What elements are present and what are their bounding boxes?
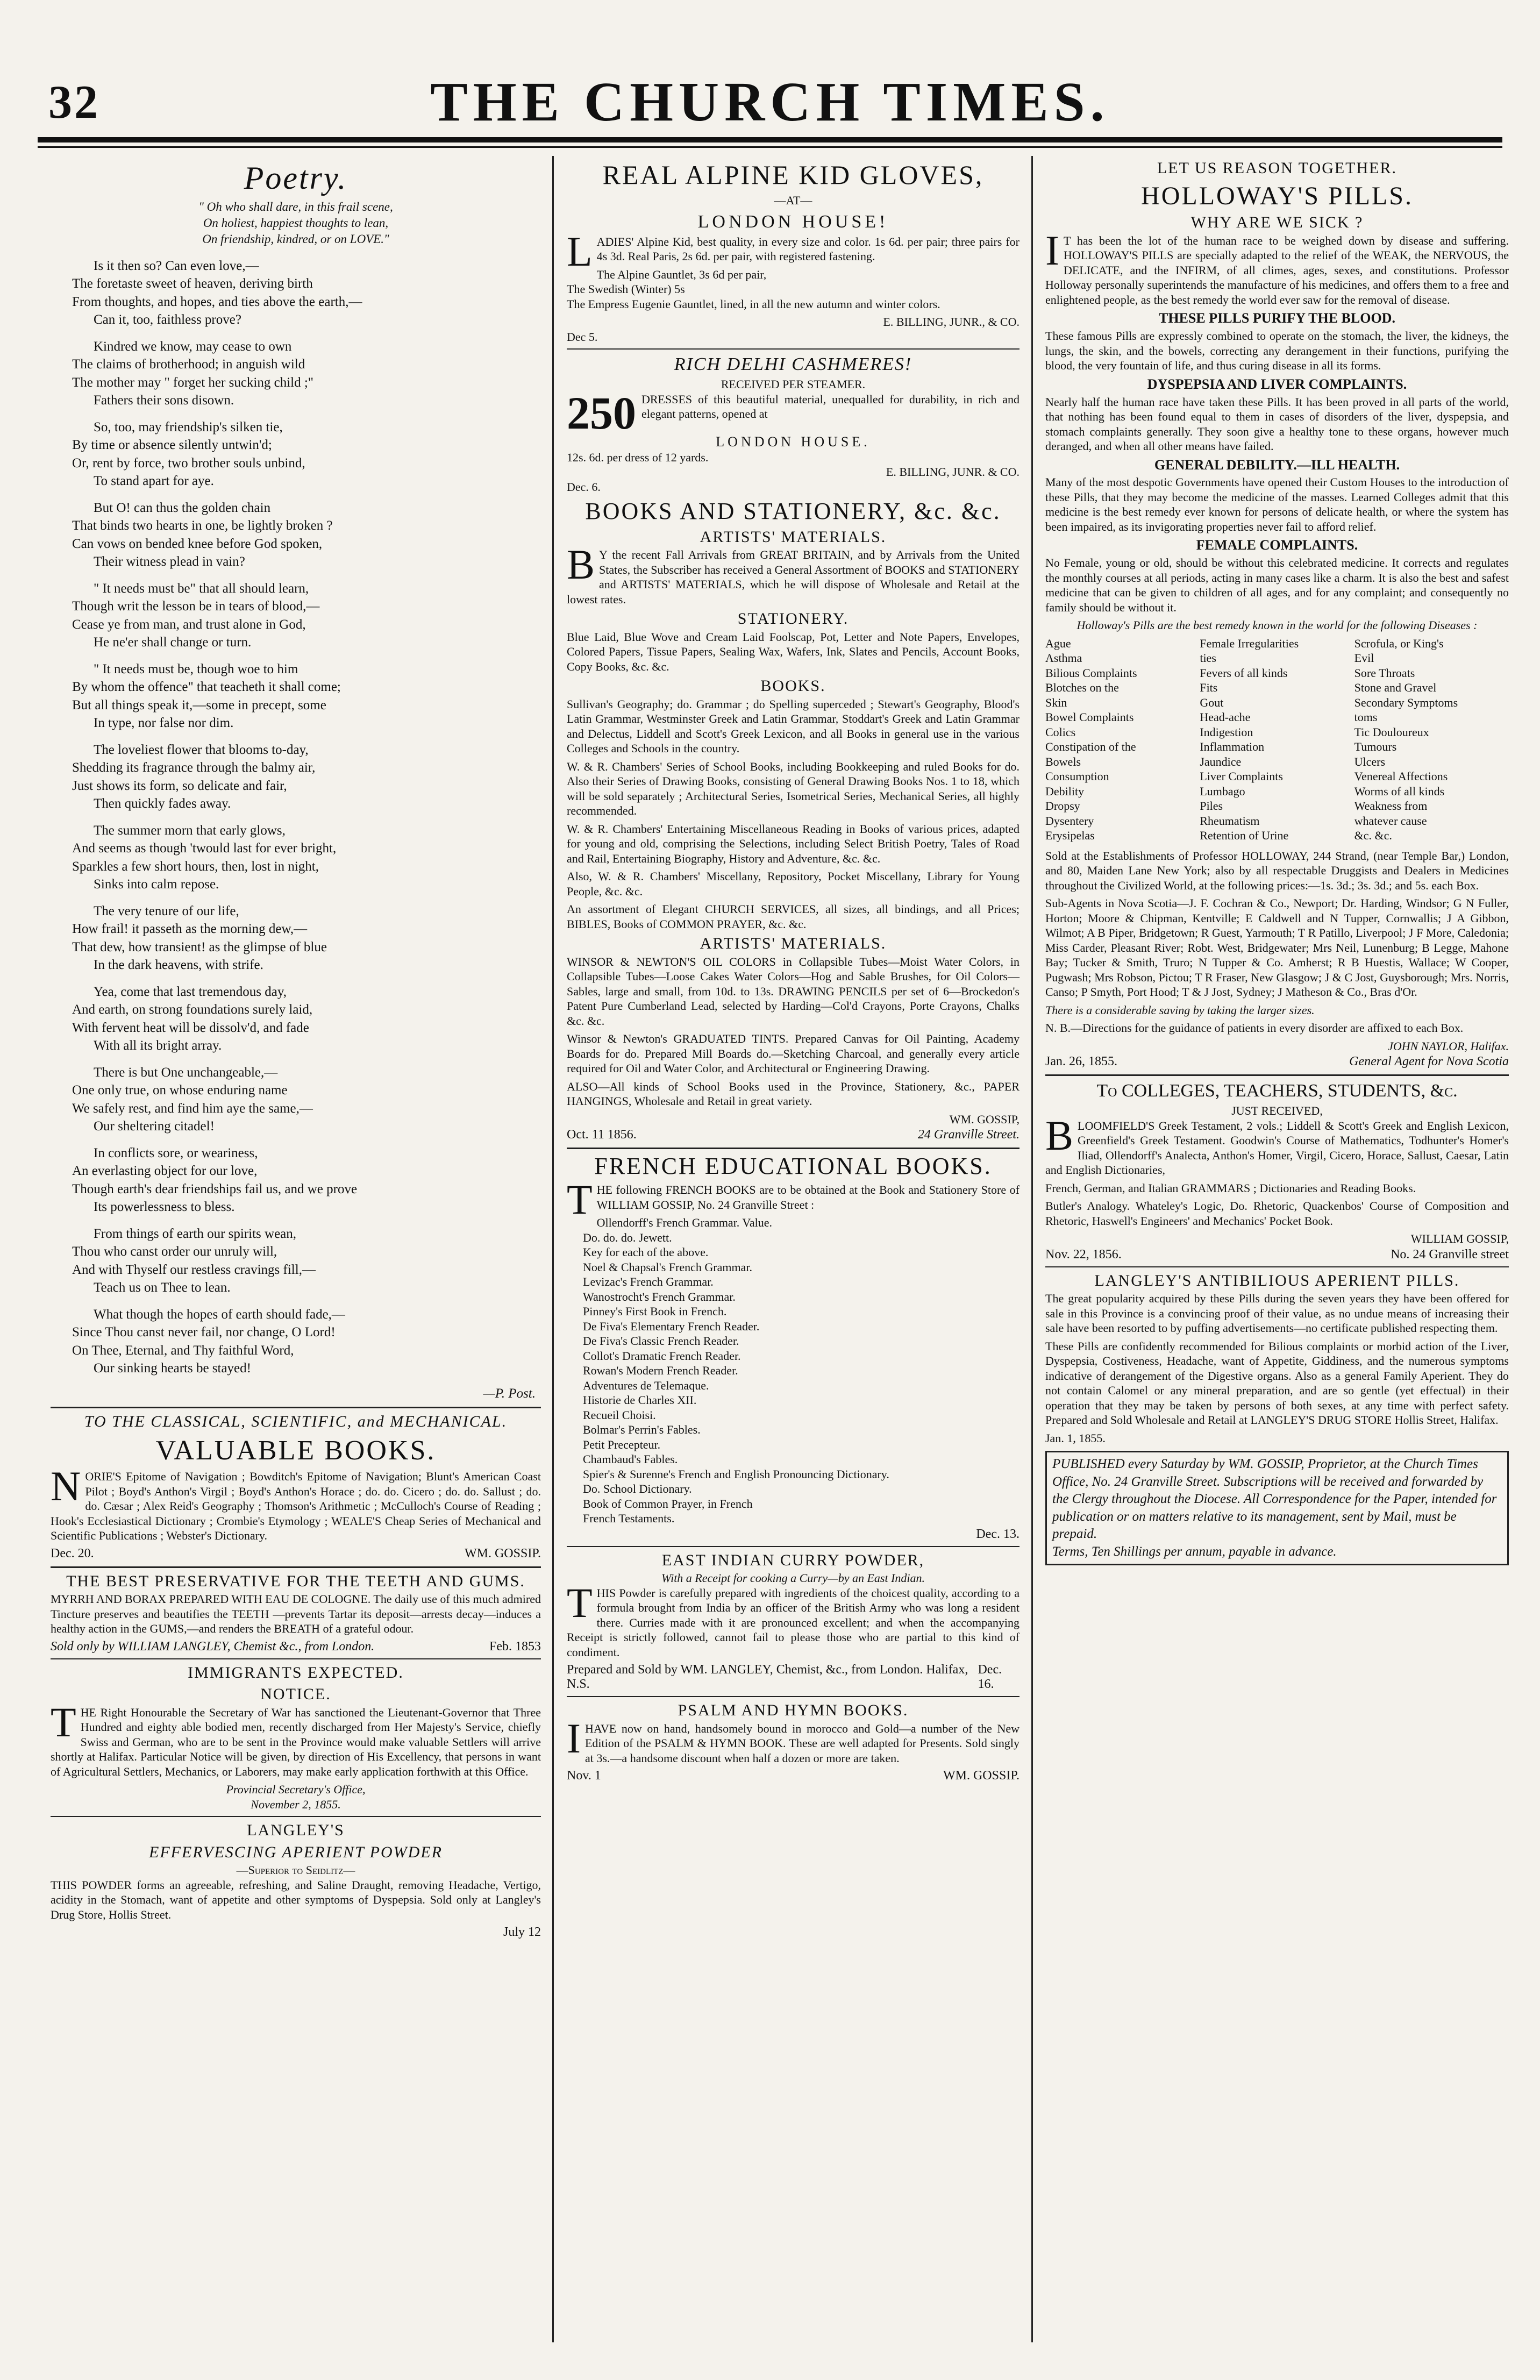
poem-line: " It needs must be, though woe to him (94, 661, 298, 676)
ad-dateline (1045, 1054, 1509, 1069)
ad-date: Dec. 20. (51, 1546, 94, 1560)
disease-item: Tic Douloureux (1354, 725, 1429, 739)
ad-heading: EAST INDIAN CURRY POWDER, (661, 1551, 925, 1569)
disease-item: Bilious Complaints (1045, 666, 1137, 680)
ad-date: Dec 5. (567, 330, 598, 344)
disease-item: Erysipelas (1045, 829, 1095, 843)
books-text: Sullivan's Geography; do. Grammar ; do Spelling superceded ; Stewart's Geography, Blood's Latin Grammar, Westminster Greek and Latin Grammar, Stoddart's Greek and Latin Grammar and Delectus, Liddell and Scott's Greek Lexicon, and all Books in general use in the various Colleges and Schools in the country. (567, 697, 1019, 756)
ad-body: The great popularity acquired by these Pills during the seven years they have been offered for sale in this Province is a convincing proof of their value, as no undue means of increasing their sale have been resorted to by puffing advertisements—no certificate published respecting them. (1045, 1292, 1509, 1335)
poem-stanza (72, 1225, 541, 1297)
poem-line: The summer morn that early glows, (94, 823, 286, 838)
french-book-item: Book of Common Prayer, in French (583, 1497, 753, 1510)
poem-stanza (72, 499, 541, 571)
section-rule (51, 1816, 541, 1817)
poem-stanza (72, 983, 541, 1055)
poem-stanza (72, 418, 541, 490)
ad-subheading: VALUABLE BOOKS. (155, 1435, 436, 1466)
french-book-item: De Fiva's Elementary French Reader. (583, 1319, 760, 1333)
poem-line: Just shows its form, so delicate and fair, (72, 778, 287, 793)
poem-line: The loveliest flower that blooms to-day, (94, 742, 309, 757)
ad-address: No. 24 Granville street (1391, 1247, 1509, 1262)
disease-item: Skin (1045, 695, 1067, 709)
agents-text: Sub-Agents in Nova Scotia—J. F. Cochran & Co., Newport; Dr. Harding, Windsor; G N Fuller, Horton; Moore & Chipman, Kentville; E Caldwell and N Tupper, Cornwallis; J A Gibbon, Wilmot; A B Piper, Bridgetown; R Guest, Yarmouth; T R Patillo, Liverpool; J F More, Caledonia; Miss Carder, Pleasant River; Robt. West, Bridgewater; Mrs Neil, Lunenburg; B Legge, Mahone Bay; Tucker & Smith, Truro; N Tupper & Co. Amherst; R B Huestis, Wallace; W Cooper, Pugwash; Mrs Robson, Pictou; T R Fraser, New Glasgow; J & C Jost, Guysborough; Mrs. Norris, Canso; P Smyth, Port Hood; T & J Jost, Sydney; J Matheson & Co., Bras d'Or. (1045, 896, 1509, 999)
section-rule (51, 1566, 541, 1568)
french-book-item: Petit Precepteur. (583, 1437, 661, 1451)
ad-dateline (51, 1547, 541, 1561)
ad-item: The Empress Eugenie Gauntlet, lined, in all the new autumn and winter colors. (567, 297, 940, 311)
poem-line: That binds two hearts in one, be lightly broken ? (72, 518, 333, 533)
disease-item: Colics (1045, 725, 1076, 739)
section-rule (567, 1696, 1019, 1697)
poem-line: In conflicts sore, or weariness, (94, 1145, 258, 1160)
disease-item: Indigestion (1200, 725, 1253, 739)
french-book-item: Rowan's Modern French Reader. (583, 1364, 738, 1378)
disease-item: Tumours (1354, 740, 1397, 754)
disease-item: Consumption (1045, 769, 1109, 783)
poem-stanza (72, 1064, 541, 1136)
ad-signature: WM. GOSSIP. (464, 1546, 541, 1560)
artists-text: WINSOR & NEWTON'S OIL COLORS in Collapsible Tubes—Moist Water Colors, in Collapsible Tubes—Loose Cakes Water Colors—Hog and Sable Brushes, for Oil Colors—Sables, large and small, from 10d. to 13s. DRAWING PENCILS per set of 6—Brockedon's Patent Pure Cumberland Lead, selected by Harding—Col'd Crayons, Porte Crayons, Chalks &c. &c. (567, 954, 1019, 1028)
ad-dateline (51, 1925, 541, 1940)
poem-line: An everlasting object for our love, (72, 1164, 258, 1179)
disease-item: Fits (1200, 681, 1218, 695)
poem-line: From thoughts, and hopes, and ties above the earth,— (72, 294, 362, 309)
poem-line: That dew, how transient! as the glimpse of blue (72, 939, 327, 954)
french-book-item: Do. do. do. Jewett. (583, 1230, 672, 1244)
poetry-epigraph (51, 199, 541, 247)
disease-item: Ulcers (1354, 754, 1386, 768)
ad-agent: General Agent for Nova Scotia (1349, 1054, 1509, 1069)
ad-heading: PSALM AND HYMN BOOKS. (678, 1701, 909, 1720)
effervescing-powder-ad (51, 1821, 541, 1940)
poem-line: On Thee, Eternal, and Thy faithful Word, (72, 1343, 294, 1358)
section-rule (51, 1407, 541, 1408)
ad-date: Dec. 13. (976, 1527, 1019, 1541)
ad-item: The Swedish (Winter) 5s (567, 282, 685, 296)
ad-lead: LET US REASON TOGETHER. (1157, 159, 1398, 177)
section-text: These famous Pills are expressly combined to operate on the stomach, the liver, the kidneys, the lungs, the skin, and the bowels, correcting any derangement in their functions, purifying the blood, the very fountain of life, and thus curing disease in all its forms. (1045, 329, 1509, 373)
poem-line: In type, nor false nor dim. (94, 716, 234, 731)
poem-line: He ne'er shall change or turn. (94, 635, 252, 650)
disease-item: Head-ache (1200, 710, 1251, 724)
poem-line: By time or absence silently untwin'd; (72, 438, 272, 453)
ad-date: Jan. 26, 1855. (1045, 1054, 1117, 1069)
ad-date: Nov. 22, 1856. (1045, 1247, 1122, 1262)
poem-line: Their witness plead in vain? (94, 554, 245, 569)
ad-subheading: EFFERVESCING APERIENT POWDER (149, 1843, 443, 1861)
ad-signature: WILLIAM GOSSIP, (1410, 1232, 1509, 1246)
poem-line: Since Thou canst never fail, nor change, O Lord! (72, 1325, 336, 1340)
masthead-title: THE CHURCH TIMES. (430, 71, 1110, 133)
ad-body: DRESSES of this beautiful material, unequalled for durability, in rich and elegant patterns, opened at (641, 392, 1019, 421)
poem-line: But O! can thus the golden chain (94, 500, 271, 515)
ad-date: Jan. 1, 1855. (1045, 1431, 1106, 1445)
poem-line: Kindred we know, may cease to own (94, 339, 292, 354)
section-rule (51, 1658, 541, 1659)
ad-house: LONDON HOUSE. (716, 433, 871, 450)
ad-heading: FRENCH EDUCATIONAL BOOKS. (594, 1153, 992, 1180)
poem-line: Or, rent by force, two brother souls unbind, (72, 455, 305, 471)
ad-more: French, German, and Italian GRAMMARS ; Dictionaries and Reading Books. (1045, 1181, 1416, 1195)
ad-sub: JUST RECEIVED, (1231, 1104, 1323, 1118)
publisher-notice (1045, 1451, 1509, 1565)
ad-signature: E. BILLING, JUNR. & CO. (886, 465, 1019, 479)
disease-item: Evil (1354, 651, 1374, 665)
ad-heading: HOLLOWAY'S PILLS. (1141, 181, 1413, 210)
disease-item: Dysentery (1045, 814, 1094, 828)
poem-line: The claims of brotherhood; in anguish wild (72, 357, 305, 372)
disease-item: Bowels (1045, 754, 1081, 768)
ad-dateline (567, 1527, 1019, 1542)
disease-item: Venereal Affections (1354, 769, 1448, 783)
disease-item: Rheumatism (1200, 814, 1260, 828)
notice-office: Provincial Secretary's Office, (226, 1783, 366, 1797)
poem-line: But all things speak it,—some in precept, some (72, 697, 326, 712)
disease-item: Jaundice (1200, 754, 1242, 768)
poem-line: The very tenure of our life, (94, 903, 239, 918)
ad-sub: With a Receipt for cooking a Curry—by an East Indian. (661, 1571, 925, 1585)
french-book-item: Collot's Dramatic French Reader. (583, 1349, 741, 1363)
poem-stanza (72, 902, 541, 974)
teeth-preservative-ad (51, 1572, 541, 1654)
saving-note: There is a considerable saving by taking the larger sizes. (1045, 1003, 1315, 1017)
poem-line: So, too, may friendship's silken tie, (94, 419, 283, 434)
disease-item: Constipation of the (1045, 740, 1136, 754)
poem-line: Our sinking hearts be stayed! (94, 1361, 251, 1376)
ad-date: Feb. 1853 (489, 1639, 541, 1654)
ad-heading: RICH DELHI CASHMERES! (674, 354, 912, 375)
poem-line: The foretaste sweet of heaven, deriving birth (72, 276, 313, 291)
disease-item: Debility (1045, 784, 1085, 798)
column-3 (1038, 156, 1516, 2348)
poem-stanza (72, 1144, 541, 1216)
page-number: 32 (48, 76, 100, 129)
ad-signature: WM. GOSSIP. (943, 1769, 1019, 1783)
disease-item: Gout (1200, 695, 1224, 709)
french-book-item: Pinney's First Book in French. (583, 1305, 727, 1319)
ad-tagline: —Superior to Seidlitz— (236, 1863, 355, 1877)
ad-more: Butler's Analogy. Whateley's Logic, Do. Rhetoric, Quackenbos' Course of Composition and Rhetoric, Haswell's Engineers' and Mechanics' Pocket Book. (1045, 1199, 1509, 1228)
cashmeres-ad (567, 354, 1019, 494)
poem-line: With fervent heat will be dissolv'd, and fade (72, 1020, 309, 1035)
ad-heading: THE BEST PRESERVATIVE FOR THE TEETH AND GUMS. (66, 1572, 525, 1590)
ad-heading: LANGLEY'S ANTIBILIOUS APERIENT PILLS. (1094, 1271, 1460, 1289)
ad-seller: Prepared and Sold by WM. LANGLEY, Chemist, &c., from London. Halifax, N.S. (567, 1663, 968, 1692)
ad-sub: RECEIVED PER STEAMER. (721, 377, 866, 391)
artists-heading: ARTISTS' MATERIALS. (700, 935, 887, 953)
ad-heading: TO THE CLASSICAL, SCIENTIFIC, and MECHANICAL. (84, 1412, 508, 1430)
poem-stanza (72, 257, 541, 329)
ad-body: THIS POWDER forms an agreeable, refreshing, and Saline Draught, removing Headache, Vertigo, acidity in the Stomach, want of appetite and other symptoms of Dyspepsia. Sold only at Langley's Drug Store, Hollis Street. (51, 1878, 541, 1921)
poem-signature: —P. Post. (483, 1386, 536, 1401)
french-book-item: Adventures de Telemaque. (583, 1378, 709, 1392)
disease-item: Fevers of all kinds (1200, 666, 1288, 680)
poem-stanza (72, 741, 541, 813)
chambers-text: W. & R. Chambers' Series of School Books, including Bookkeeping and ruled Books for do. Also their Series of Drawing Books, consisting of General Drawing Books Nos. 1 to 18, which will be sold separately ; Architectural Series, Isometrical Series, Mechanical Series, all highly recommended. (567, 759, 1019, 818)
ad-signature: E. BILLING, JUNR., & CO. (883, 315, 1019, 329)
poem-line: Fathers their sons disown. (94, 393, 234, 408)
poem-line: " It needs must be" that all should learn, (94, 581, 309, 596)
ad-house: LONDON HOUSE! (697, 211, 889, 232)
poem-line: Sparkles a few short hours, then, lost in night, (72, 859, 319, 874)
ad-dateline (51, 1640, 541, 1654)
tints-text: Winsor & Newton's GRADUATED TINTS. Prepared Canvas for Oil Painting, Academy Boards for do. Prepared Mill Boards do.—Sketching Charcoal, and generally every article required for Oil and Water Color, and Architectural or Engineering Drawing. (567, 1032, 1019, 1075)
poem-stanza (72, 660, 541, 732)
stationery-heading: STATIONERY. (737, 610, 849, 628)
disease-item: Weakness from (1354, 799, 1428, 813)
section-rule (1045, 1266, 1509, 1267)
colleges-books-ad (1045, 1080, 1509, 1262)
ad-heading: REAL ALPINE KID GLOVES, (602, 160, 984, 190)
poem-stanza (72, 338, 541, 410)
poem-line: In the dark heavens, with strife. (94, 958, 263, 973)
ad-body: THIS Powder is carefully prepared with ingredients of the choicest quality, according to a formula brought from India by an officer of the British Army who was long a resident there. Curries made with it are pronounced excellent; and when the accompanying Receipt is strictly followed, cannot fail to please those who are partial to this kind of condiment. (567, 1579, 1019, 1659)
french-book-item: Bolmar's Perrin's Fables. (583, 1423, 701, 1437)
french-book-item: Recueil Choisi. (583, 1408, 656, 1422)
column-2 (559, 156, 1027, 2348)
poem-line: And earth, on strong foundations surely laid, (72, 1002, 313, 1017)
ad-dateline (1045, 1248, 1509, 1262)
poem-line: With all its bright array. (94, 1038, 222, 1053)
french-book-item: Ollendorff's French Grammar. Value. (596, 1216, 773, 1230)
poem-line: Our sheltering citadel! (94, 1119, 215, 1134)
section-heading: GENERAL DEBILITY.—ILL HEALTH. (1154, 457, 1400, 473)
disease-item: Retention of Urine (1200, 829, 1289, 843)
section-heading: DYSPEPSIA AND LIVER COMPLAINTS. (1147, 376, 1407, 392)
disease-item: Female Irregularities (1200, 636, 1299, 650)
kid-gloves-ad (567, 160, 1019, 344)
disease-item: &c. &c. (1354, 829, 1392, 843)
immigrants-notice (51, 1664, 541, 1812)
ad-signature: WM. GOSSIP, (949, 1112, 1019, 1126)
poem-line: Though earth's dear friendships fail us, and we prove (72, 1181, 358, 1196)
ad-body: THE following FRENCH BOOKS are to be obtained at the Book and Stationery Store of WILLIAM GOSSIP, No. 24 Granville Street : (567, 1176, 1019, 1223)
section-text: No Female, young or old, should be without this celebrated medicine. It corrects and regulates the monthly courses at all periods, acting in many cases like a charm. It is also the best and safest medicine that can be given to children of all ages, and for any complaint; and consequently no family should be without it. (1045, 556, 1509, 614)
disease-item: Inflammation (1200, 740, 1265, 754)
ad-date: Oct. 11 1856. (567, 1128, 637, 1142)
ad-date: Dec. 6. (567, 480, 601, 494)
sold-text: Sold at the Establishments of Professor HOLLOWAY, 244 Strand, (near Temple Bar,) London, and 80, Maiden Lane New York; also by all respectable Druggists and Dealers in Medicines throughout the Civilized World, at the following prices:—1s. 3d.; 3s. 3d.; and 5s. each Box. (1045, 849, 1509, 892)
also-text: Also, W. & R. Chambers' Miscellany, Repository, Pocket Miscellany, Library for Young People, &c. &c. (567, 870, 1019, 898)
section-heading: THESE PILLS PURIFY THE BLOOD. (1159, 310, 1395, 326)
ad-heading: BOOKS AND STATIONERY, &c. &c. (585, 498, 1001, 525)
antibilious-pills-ad (1045, 1272, 1509, 1446)
ad-heading: LANGLEY'S (247, 1821, 345, 1840)
disease-item: Dropsy (1045, 799, 1080, 813)
ad-tagline: Holloway's Pills are the best remedy known in the world for the following Diseases : (1076, 618, 1478, 632)
poem-line: We safely rest, and find him aye the same,— (72, 1101, 313, 1116)
disease-item: Piles (1200, 799, 1223, 813)
poem-line: Thou who canst order our unruly will, (72, 1244, 277, 1259)
disease-item: Lumbago (1200, 784, 1245, 798)
disease-table (1045, 636, 1509, 843)
ad-signature: JOHN NAYLOR, Halifax. (1388, 1039, 1509, 1053)
entertaining-text: W. & R. Chambers' Entertaining Miscellaneous Reading in Books of various prices, adapted for young and old, comprising the Selections, including Select British Poetry, Tales of Road and Rail, Entertaining Biography, History and Adventure, &c. &c. (567, 822, 1019, 865)
ad-item: The Alpine Gauntlet, 3s 6d per pair, (596, 267, 767, 281)
disease-item: Stone and Gravel (1354, 681, 1437, 695)
ad-dateline (567, 1663, 1019, 1692)
french-book-item: Spier's & Surenne's French and English Pronouncing Dictionary. (583, 1467, 889, 1481)
notice-subheading: NOTICE. (260, 1685, 331, 1704)
assortment-text: An assortment of Elegant CHURCH SERVICES, all sizes, all bindings, and all Prices; BIBLES, Books of COMMON PRAYER, &c. &c. (567, 902, 1019, 931)
section-rule (567, 348, 1019, 350)
section-heading: FEMALE COMPLAINTS. (1196, 537, 1358, 553)
french-book-item: French Testaments. (583, 1512, 675, 1526)
section-rule (567, 1148, 1019, 1149)
poem-line: Yea, come that last tremendous day, (94, 984, 287, 999)
poetry-section (51, 160, 541, 1401)
epigraph-line: On holiest, happiest thoughts to lean, (203, 216, 389, 230)
french-book-item: Historie de Charles XII. (583, 1393, 697, 1407)
classical-books-ad (51, 1413, 541, 1561)
ad-heading: To COLLEGES, TEACHERS, STUDENTS, &c. (1096, 1081, 1458, 1101)
ad-date: July 12 (503, 1925, 541, 1940)
poem-line: What though the hopes of earth should fade,— (94, 1307, 345, 1322)
nb-text: N. B.—Directions for the guidance of patients in every disorder are affixed to each Box. (1045, 1021, 1464, 1035)
disease-item: ties (1200, 651, 1216, 665)
ad-body: BY the recent Fall Arrivals from GREAT BRITAIN, and by Arrivals from the United States, the Subscriber has received a General Assortment of BOOKS and STATIONERY and ARTISTS' MATERIALS, which he will dispose of Wholesale and Retail at the lowest rates. (567, 541, 1019, 606)
poem-line: The mother may " forget her sucking child ;" (72, 375, 313, 390)
ad-address: 24 Granville Street. (917, 1128, 1019, 1142)
french-book-item: Key for each of the above. (583, 1245, 709, 1259)
stationery-text: Blue Laid, Blue Wove and Cream Laid Foolscap, Pot, Letter and Note Papers, Envelopes, Colored Papers, Tissue Papers, Sealing Wax, Wafers, Ink, Slates and Pencils, Account Books, Copy Books, &c. &c. (567, 630, 1019, 673)
poetry-heading: Poetry. (244, 160, 348, 196)
french-books-ad (567, 1153, 1019, 1542)
column-1 (43, 156, 548, 2348)
section-rule (1045, 1074, 1509, 1076)
section-rule (567, 1546, 1019, 1547)
notice-date: November 2, 1855. (251, 1797, 341, 1811)
ad-dateline (567, 1769, 1019, 1783)
holloway-pills-ad (1045, 159, 1509, 1069)
french-book-item: Wanostrocht's French Grammar. (583, 1289, 736, 1303)
publisher-text: PUBLISHED every Saturday by WM. GOSSIP, Proprietor, at the Church Times Office, No. 24 Granville Street. Subscriptions will be received and forwarded by the Clergy throughout the Diocese. All Correspondence for the Paper, intended for publication or on matters relative to its management, sent by Mail, must be prepaid. (1052, 1457, 1497, 1542)
column-divider (552, 156, 554, 2342)
poem-line: Shedding its fragrance through the balmy air, (72, 760, 316, 775)
publisher-terms: Terms, Ten Shillings per annum, payable in advance. (1052, 1544, 1337, 1559)
notice-body: THE Right Honourable the Secretary of War has sanctioned the Lieutenant-Governor that Three Hundred and eighty able bodied men, recently discharged from Her Majesty's Service, chiefly Swiss and German, who are to be sent in the Province would make valuable Settlers will arrive shortly at Halifax. Particular Notice will be given, by direction of His Excellency, that persons in want of Agricultural Settlers, Mechanics, or Laborers, may make early application forthwith at this Office. (51, 1698, 541, 1778)
disease-item: Scrofula, or King's (1354, 636, 1444, 650)
poem-line: Cease ye from man, and trust alone in God, (72, 617, 306, 632)
epigraph-line: On friendship, kindred, or on LOVE." (202, 232, 389, 246)
poem-line: And seems as though 'twould last for ever bright, (72, 841, 337, 856)
psalm-books-ad (567, 1701, 1019, 1783)
curry-powder-ad (567, 1551, 1019, 1692)
disease-item: whatever cause (1354, 814, 1427, 828)
masthead-rule-thin (38, 146, 1502, 148)
notice-heading: IMMIGRANTS EXPECTED. (188, 1663, 404, 1681)
ad-dateline (567, 1128, 1019, 1142)
ad-number: 250 (567, 387, 636, 439)
ad-body: IHAVE now on hand, handsomely bound in morocco and Gold—a number of the New Edition of the PSALM & HYMN BOOK. These are well adapted for Presents. Sold singly at 3s.—a handsome discount when half a dozen or more are taken. (567, 1714, 1019, 1765)
poem-line: How frail! it passeth as the morning dew,— (72, 922, 308, 937)
french-book-list (567, 1215, 1019, 1526)
masthead-rule (38, 137, 1502, 142)
column-divider (1031, 156, 1033, 2342)
poem-stanza (72, 822, 541, 894)
french-book-item: Noel & Chapsal's French Grammar. (583, 1260, 752, 1274)
poem-line: Though writ the lesson be in tears of blood,— (72, 599, 320, 614)
disease-item: Liver Complaints (1200, 769, 1283, 783)
disease-item: Secondary Symptoms (1354, 695, 1458, 709)
poem-line: Then quickly fades away. (94, 796, 231, 811)
epigraph-line: " Oh who shall dare, in this frail scene, (198, 200, 393, 213)
poem-body (51, 257, 541, 1378)
disease-item: Worms of all kinds (1354, 784, 1445, 798)
french-book-item: De Fiva's Classic French Reader. (583, 1334, 739, 1348)
poem-line: From things of earth our spirits wean, (94, 1226, 297, 1241)
french-book-item: Chambaud's Fables. (583, 1452, 678, 1466)
ad-price: 12s. 6d. per dress of 12 yards. (567, 450, 709, 464)
poem-line: Sinks into calm repose. (94, 877, 219, 892)
section-text: Many of the most despotic Governments have opened their Custom Houses to the introduction of these Pills, that they may become the medicine of the masses. Learned Colleges admit that this medicine is the best remedy ever known for persons of delicate health, or where the system has been impaired, as its invigorating properties never fail to afford relief. (1045, 475, 1509, 533)
poem-line: Teach us on Thee to lean. (94, 1280, 231, 1295)
poem-stanza (72, 580, 541, 652)
ad-body: LADIES' Alpine Kid, best quality, in every size and color. 1s 6d. per pair; three pairs for 4s 3d. Real Paris, 2s 6d. per pair, with registered fastening. (567, 227, 1019, 275)
school-text: ALSO—All kinds of School Books used in the Province, Stationery, &c., PAPER HANGINGS, Wholesale and Retail in great variety. (567, 1079, 1019, 1108)
poem-line: Can it, too, faithless prove? (94, 312, 241, 327)
disease-item: Blotches on the (1045, 681, 1119, 695)
poem-line: And with Thyself our restless cravings fill,— (72, 1262, 316, 1277)
disease-item: Bowel Complaints (1045, 710, 1134, 724)
ad-body: IT has been the lot of the human race to be weighed down by disease and suffering. HOLLOWAY'S PILLS are specially adapted to the relief of the WEAK, the NERVOUS, the DELICATE, and the INFIRM, of all climes, ages, sexes, and constitutions. Professor Holloway personally superintends the manufacture of his medicines, and offers them to a free and enlightened people, as the best remedy the world ever saw for the removal of disease. (1045, 226, 1509, 307)
ad-at: —AT— (774, 194, 812, 207)
section-text: Nearly half the human race have taken these Pills. It has been proved in all parts of the world, that nothing has been found equal to them in cases of disorders of the liver, dyspepsia, and stomach complaints generally. They soon give a healthy tone to these organs, however much deranged, and when all other means have failed. (1045, 395, 1509, 453)
disease-item: Sore Throats (1354, 666, 1415, 680)
books-heading: BOOKS. (760, 677, 826, 695)
french-book-item: Levizac's French Grammar. (583, 1275, 714, 1289)
poem-line: Can vows on bended knee before God spoken, (72, 536, 323, 551)
poem-line: By whom the offence" that teacheth it shall come; (72, 680, 341, 695)
ad-seller: Sold only by WILLIAM LANGLEY, Chemist &c., from London. (51, 1639, 375, 1654)
ad-question: WHY ARE WE SICK ? (1190, 213, 1364, 232)
disease-item: Ague (1045, 636, 1071, 650)
disease-item: Asthma (1045, 651, 1082, 665)
ad-body: BLOOMFIELD'S Greek Testament, 2 vols.; Liddell & Scott's Greek and English Lexicon, Greenfield's Greek Testament. Goodwin's Course of Mathematics, Todhunter's Homer's Iliad, Ollendorff's Analecta, Anthon's Homer, Virgil, Cicero, Horace, Sallust, Caesar, Latin and English Dictionaries, (1045, 1111, 1509, 1177)
ad-body: MYRRH AND BORAX PREPARED WITH EAU DE COLOGNE. The daily use of this much admired Tincture preserves and beautifies the TEETH —prevents Tartar its deposit—arrests decay—induces a healthy action in the GUMS,—and renders the BREATH of a grateful odour. (51, 1592, 541, 1636)
poem-line: To stand apart for aye. (94, 474, 214, 489)
books-stationery-ad (567, 498, 1019, 1142)
poem-line: One only true, on whose enduring name (72, 1083, 288, 1098)
ad-sub: ARTISTS' MATERIALS. (700, 528, 887, 546)
poem-line: Its powerlessness to bless. (94, 1200, 235, 1215)
ad-body: NORIE'S Epitome of Navigation ; Bowditch's Epitome of Navigation; Blunt's American Coast Pilot ; Boyd's Anthon's Virgil ; Boyd's Anthon's Horace ; do. do. Cicero ; do. do. Sallust ; do. do. Cæsar ; Alex Reid's Geography ; Thomson's Arithmetic ; McCulloch's Course of Reading ; Hook's Ecclesiastical Dictionary ; Crombie's Etymology ; WEALE'S Cheap Series of Mechanical and Scientific Publications ; Webster's Dictionary. (51, 1463, 541, 1543)
poem-line: There is but One unchangeable,— (94, 1065, 278, 1080)
ad-date: Nov. 1 (567, 1769, 601, 1783)
french-book-item: Do. School Dictionary. (583, 1482, 692, 1496)
ad-body: These Pills are confidently recommended for Bilious complaints or morbid action of the Liver, Dyspepsia, Costiveness, Headache, want of Appetite, Giddiness, and the numerous symptoms indicative of derangement of the Digestive organs. Also as a general Family Aperient. They do not contain Calomel or any mineral preparation, and are so gentle (yet effectual) in their operation that they may be taken by persons of both sexes, at any time with perfect safety. Prepared and Sold Wholesale and Retail at LANGLEY'S DRUG STORE Hollis Street, Halifax. (1045, 1339, 1509, 1427)
disease-item: toms (1354, 710, 1378, 724)
poem-stanza (72, 1306, 541, 1378)
ad-date: Dec. 16. (978, 1663, 1002, 1692)
poem-line: Is it then so? Can even love,— (94, 258, 259, 273)
